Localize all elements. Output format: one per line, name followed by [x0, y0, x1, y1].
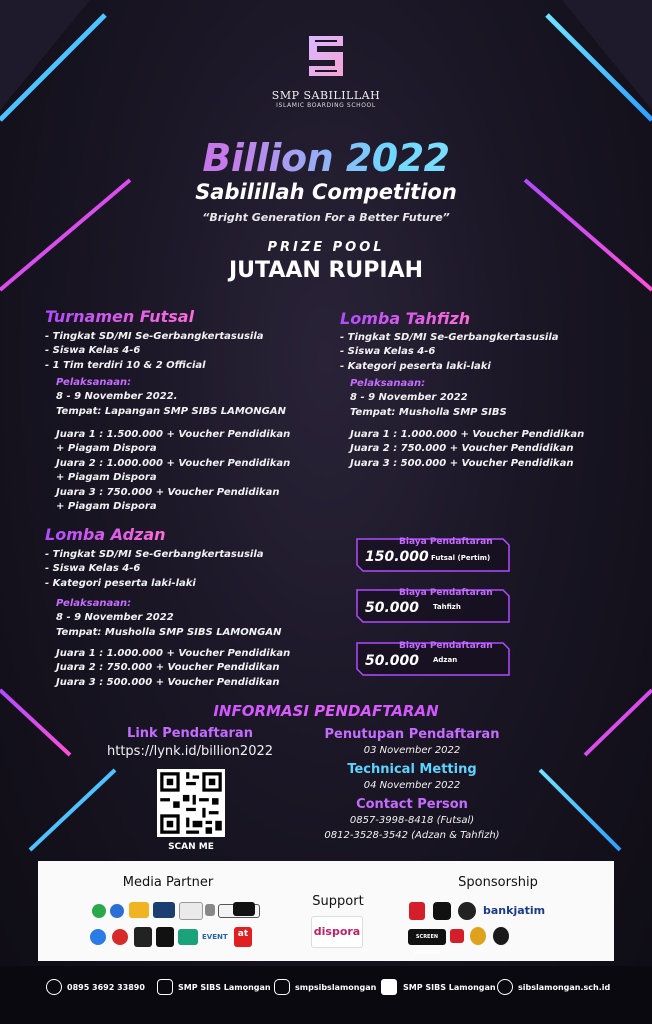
support-logo-dispora: dispora — [311, 916, 363, 948]
tahfizh-prize: Juara 1 : 1.000.000 + Voucher Pendidikan — [350, 429, 585, 440]
prize-pool-label: PRIZE POOL — [267, 240, 385, 255]
adzan-req: - Tingkat SD/MI Se-Gerbangkertasusila — [45, 549, 264, 560]
footer-phone[interactable]: 0895 3692 33890 — [67, 983, 145, 992]
media-partner-logo: at — [234, 927, 252, 947]
media-partner-logo — [178, 929, 198, 945]
media-partner-logo — [205, 904, 215, 916]
prize-pool-value: JUTAAN RUPIAH — [228, 258, 424, 283]
fee-category: Futsal (Pertim) — [431, 554, 491, 562]
fee-amount: 150.000 — [365, 549, 429, 565]
registration-link[interactable]: https://lynk.id/billion2022 — [106, 744, 274, 759]
sponsor-logo — [493, 927, 509, 945]
media-partner-logo — [92, 904, 106, 918]
sponsor-logo — [458, 902, 476, 920]
tahfizh-req: - Tingkat SD/MI Se-Gerbangkertasusila — [340, 332, 559, 343]
media-partner-logo — [110, 904, 124, 918]
media-partner-logo — [156, 927, 174, 947]
media-partner-logo — [134, 927, 152, 947]
tahfizh-section — [340, 331, 559, 374]
sponsor-logo-bankjatim: bankjatim — [483, 904, 546, 917]
tahfizh-date: 8 - 9 November 2022 — [350, 392, 468, 404]
sponsor-logo — [470, 927, 486, 945]
adzan-date: 8 - 9 November 2022 — [56, 612, 174, 624]
adzan-place: Tempat: Musholla SMP SIBS LAMONGAN — [56, 626, 282, 638]
futsal-prize: Juara 3 : 750.000 + Voucher Pendidikan — [56, 486, 280, 498]
fee-category: Tahfizh — [433, 603, 461, 611]
tahfizh-place: Tempat: Musholla SMP SIBS — [350, 406, 507, 418]
scan-me-label: SCAN ME — [168, 842, 214, 852]
adzan-schedule — [56, 597, 281, 640]
futsal-req: - Tingkat SD/MI Se-Gerbangkertasusila — [45, 331, 264, 342]
event-subtitle: Sabilillah Competition — [195, 180, 457, 204]
adzan-prize: Juara 1 : 1.000.000 + Voucher Pendidikan — [56, 648, 291, 659]
sponsor-logo — [450, 929, 464, 943]
media-partner-label: Media Partner — [122, 875, 214, 890]
close-registration-label: Penutupan Pendaftaran — [324, 727, 500, 742]
adzan-pel-label: Pelaksanaan: — [56, 598, 132, 609]
adzan-req: - Kategori peserta laki-laki — [45, 577, 196, 589]
footer-instagram[interactable]: smpsibslamongan — [295, 983, 377, 992]
school-name: SMP SABILILLAH — [271, 89, 381, 102]
media-partner-logo — [129, 902, 149, 918]
contact-adzan-tahfizh: 0812-3528-3542 (Adzan & Tahfizh) — [324, 830, 500, 841]
media-partner-logo — [112, 929, 128, 945]
adzan-section — [45, 548, 264, 591]
technical-meeting-date: 04 November 2022 — [363, 780, 461, 791]
fee-box-tahfizh — [353, 586, 513, 626]
adzan-req: - Siswa Kelas 4-6 — [45, 563, 141, 575]
adzan-prize: Juara 3 : 500.000 + Voucher Pendidikan — [56, 676, 280, 688]
futsal-prize: Juara 2 : 1.000.000 + Voucher Pendidikan — [56, 457, 291, 469]
fee-label: Biaya Pendaftaran — [399, 641, 493, 651]
tahfizh-title: Lomba Tahfizh — [340, 309, 471, 328]
school-subtitle: ISLAMIC BOARDING SCHOOL — [276, 102, 376, 109]
technical-meeting-label: Technical Metting — [347, 762, 477, 777]
media-partner-logo — [233, 902, 255, 916]
sponsor-logo — [433, 902, 451, 920]
footer-website[interactable]: sibslamongan.sch.id — [518, 983, 611, 992]
futsal-prize: + Piagam Dispora — [56, 443, 157, 455]
tahfizh-prize: Juara 3 : 500.000 + Voucher Pendidikan — [350, 457, 574, 469]
youtube-icon — [157, 979, 173, 995]
footer-youtube[interactable]: SMP SIBS Lamongan — [178, 983, 271, 992]
sponsor-logo-printing: SCREEN PRINTING — [408, 929, 446, 945]
tahfizh-req: - Siswa Kelas 4-6 — [340, 346, 436, 358]
futsal-req: - Siswa Kelas 4-6 — [45, 345, 141, 357]
instagram-icon — [274, 979, 290, 995]
qr-code[interactable] — [157, 769, 225, 837]
footer-facebook[interactable]: SMP SIBS Lamongan — [403, 983, 496, 992]
whatsapp-icon — [46, 979, 62, 995]
futsal-section — [45, 330, 264, 373]
media-partner-logo: EVENT — [202, 933, 228, 941]
fee-category: Adzan — [433, 656, 458, 664]
adzan-prizes — [56, 647, 290, 690]
event-tagline: “Bright Generation For a Better Future” — [202, 211, 450, 224]
contact-futsal: 0857-3998-8418 (Futsal) — [349, 815, 475, 826]
partners-panel — [38, 861, 614, 961]
tahfizh-prizes — [350, 428, 584, 471]
support-label: Support — [312, 894, 364, 909]
tahfizh-pel-label: Pelaksanaan: — [350, 378, 426, 389]
futsal-req: - 1 Tim terdiri 10 & 2 Official — [45, 359, 206, 371]
event-title: Billion 2022 — [0, 136, 652, 180]
sponsor-logo — [409, 902, 425, 920]
school-logo-icon — [301, 30, 351, 84]
futsal-schedule — [56, 376, 286, 419]
globe-icon — [497, 979, 513, 995]
futsal-prizes — [56, 428, 290, 514]
tahfizh-req: - Kategori peserta laki-laki — [340, 360, 491, 372]
futsal-place: Tempat: Lapangan SMP SIBS LAMONGAN — [56, 405, 286, 417]
close-registration-date: 03 November 2022 — [363, 745, 461, 756]
media-partner-logo — [179, 902, 203, 920]
futsal-prize: + Piagam Dispora — [56, 472, 157, 484]
tahfizh-prize: Juara 2 : 750.000 + Voucher Pendidikan — [350, 443, 574, 455]
fee-box-adzan — [353, 639, 513, 679]
futsal-date: 8 - 9 November 2022. — [56, 391, 178, 403]
media-partner-logo — [90, 929, 106, 945]
registration-info-title: INFORMASI PENDAFTARAN — [0, 702, 652, 720]
futsal-title: Turnamen Futsal — [45, 307, 195, 326]
fee-box-futsal — [353, 535, 513, 575]
fee-label: Biaya Pendaftaran — [399, 537, 493, 547]
tahfizh-schedule — [350, 377, 507, 420]
sponsorship-label: Sponsorship — [458, 875, 538, 890]
media-partner-logo — [153, 902, 175, 918]
futsal-prize: + Piagam Dispora — [56, 501, 157, 513]
fee-amount: 50.000 — [365, 600, 420, 616]
futsal-prize: Juara 1 : 1.500.000 + Voucher Pendidikan — [56, 429, 291, 440]
registration-link-label: Link Pendaftaran — [127, 726, 253, 741]
fee-amount: 50.000 — [365, 653, 420, 669]
fee-label: Biaya Pendaftaran — [399, 588, 493, 598]
facebook-icon — [381, 979, 397, 995]
contact-person-label: Contact Person — [356, 797, 468, 812]
futsal-pel-label: Pelaksanaan: — [56, 377, 132, 388]
adzan-title: Lomba Adzan — [45, 525, 166, 544]
adzan-prize: Juara 2 : 750.000 + Voucher Pendidikan — [56, 662, 280, 674]
